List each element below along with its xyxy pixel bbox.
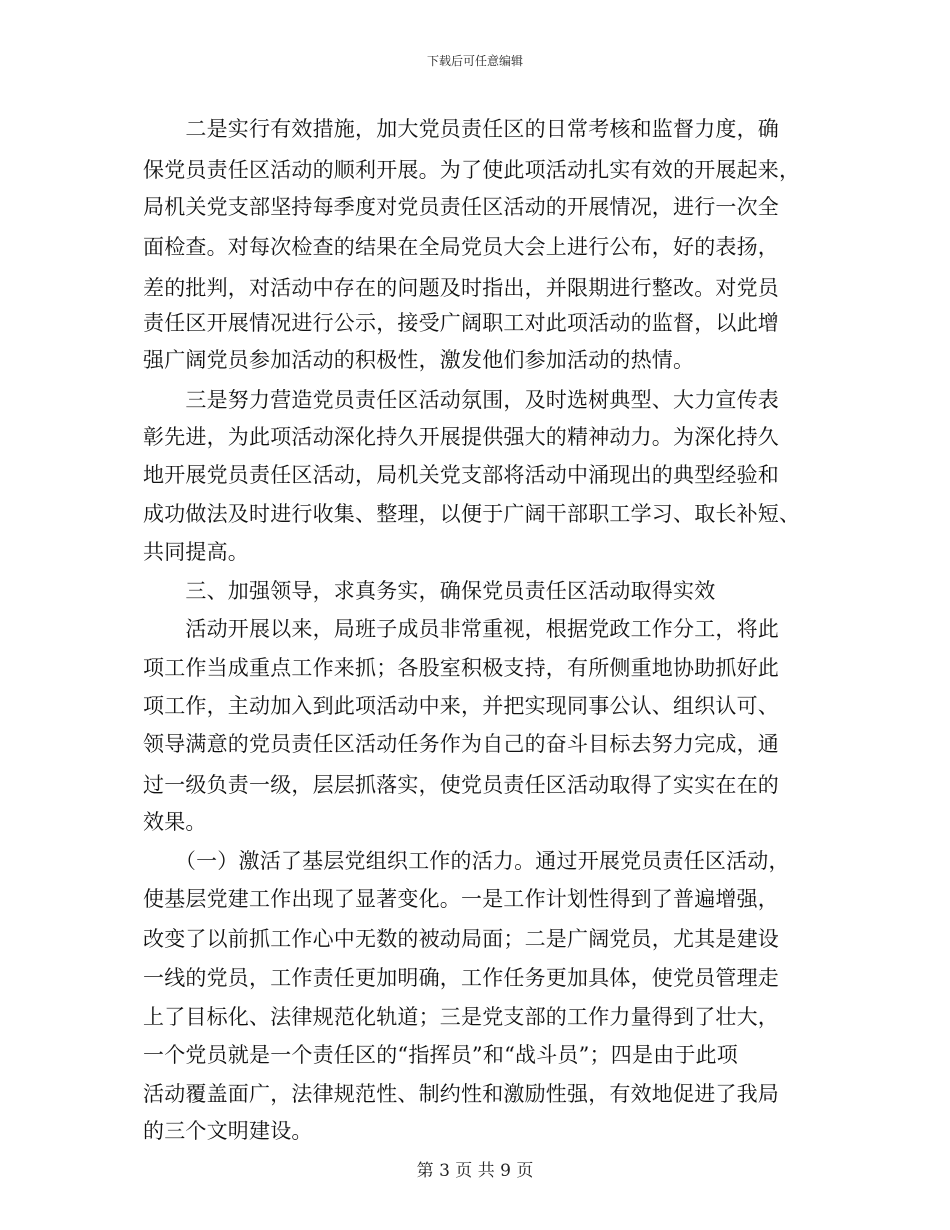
text-line: 一个党员就是一个责任区的“指挥员”和“战斗员”；四是由于此项 bbox=[143, 1043, 738, 1067]
page-header-note: 下载后可任意编辑 bbox=[426, 54, 523, 68]
text-line: 的三个文明建设。 bbox=[143, 1119, 313, 1143]
text-line: （一）激活了基层党组织工作的活力。通过开展党员责任区活动， bbox=[143, 849, 790, 873]
text-line: 项工作当成重点工作来抓；各股室积极支持，有所侧重地协助抓好此 bbox=[143, 656, 779, 680]
text-line: 强广阔党员参加活动的积极性，激发他们参加活动的热情。 bbox=[143, 348, 695, 372]
text-line: 一线的党员，工作责任更加明确，工作任务更加具体，使党员管理走 bbox=[143, 966, 779, 990]
text-line: 局机关党支部坚持每季度对党员责任区活动的开展情况，进行一次全 bbox=[143, 195, 779, 219]
text-line: 效果。 bbox=[143, 810, 207, 834]
text-line: 使基层党建工作出现了显著变化。一是工作计划性得到了普遍增强， bbox=[143, 887, 779, 911]
text-line: 项工作，主动加入到此项活动中来，并把实现同事公认、组织认可、 bbox=[143, 694, 779, 718]
text-line: 彰先进，为此项活动深化持久开展提供强大的精神动力。为深化持久 bbox=[143, 425, 779, 449]
text-line: 三是努力营造党员责任区活动氛围，及时选树典型、大力宣传表 bbox=[143, 388, 779, 412]
text-line: 三、加强领导，求真务实，确保党员责任区活动取得实效 bbox=[143, 579, 716, 603]
text-line: 保党员责任区活动的顺利开展。为了使此项活动扎实有效的开展起来， bbox=[143, 158, 801, 182]
text-line: 改变了以前抓工作心中无数的被动局面；二是广阔党员，尤其是建设 bbox=[143, 927, 779, 951]
text-line: 活动开展以来，局班子成员非常重视，根据党政工作分工，将此 bbox=[143, 617, 779, 641]
text-line: 责任区开展情况进行公示，接受广阔职工对此项活动的监督，以此增 bbox=[143, 311, 779, 335]
text-line: 上了目标化、法律规范化轨道；三是党支部的工作力量得到了壮大， bbox=[143, 1005, 779, 1029]
text-line: 面检查。对每次检查的结果在全局党员大会上进行公布，好的表扬， bbox=[143, 235, 779, 259]
text-line: 活动覆盖面广，法律规范性、制约性和激励性强，有效地促进了我局 bbox=[143, 1082, 779, 1106]
text-line: 共同提高。 bbox=[143, 540, 249, 564]
text-line: 成功做法及时进行收集、整理，以便于广阔干部职工学习、取长补短、 bbox=[143, 502, 801, 526]
page-footer: 第 3 页 共 9 页 bbox=[416, 1161, 534, 1181]
text-line: 二是实行有效措施，加大党员责任区的日常考核和监督力度，确 bbox=[143, 117, 779, 141]
text-line: 差的批判，对活动中存在的问题及时指出，并限期进行整改。对党员 bbox=[143, 276, 779, 300]
text-line: 过一级负责一级，层层抓落实，使党员责任区活动取得了实实在在的 bbox=[143, 773, 779, 797]
text-line: 地开展党员责任区活动，局机关党支部将活动中涌现出的典型经验和 bbox=[143, 463, 779, 487]
text-line: 领导满意的党员责任区活动任务作为自己的奋斗目标去努力完成，通 bbox=[143, 732, 779, 756]
